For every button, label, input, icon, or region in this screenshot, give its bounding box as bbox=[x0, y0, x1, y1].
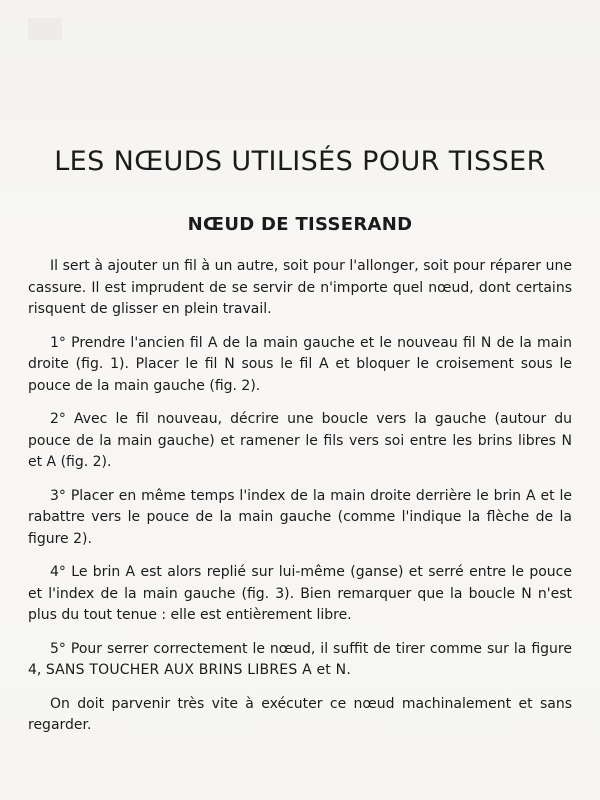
paragraph-step-5-caps: SANS TOUCHER AUX BRINS LIBRES A et N. bbox=[45, 662, 351, 678]
paragraph-step-3: 3° Placer en même temps l'index de la main droite derrière le brin A et le rabattre vers le pouce de la main gauche (comme l'indique la flèche de la figure 2). bbox=[28, 487, 572, 547]
paragraph-step-5 bbox=[28, 639, 572, 682]
page-corner-mark bbox=[28, 18, 62, 40]
body-text bbox=[28, 256, 572, 749]
paragraph-step-5-text: 5° Pour serrer correctement le nœud, il suffit de tirer comme sur la figure 4, bbox=[28, 640, 572, 678]
section-subtitle: NŒUD DE TISSERAND bbox=[187, 214, 413, 235]
paragraph-conclusion: On doit parvenir très vite à exécuter ce nœud machinalement et sans regarder. bbox=[28, 695, 572, 733]
paragraph-intro: Il sert à ajouter un fil à un autre, soit pour l'allonger, soit pour réparer une cassure. Il est imprudent de se servir de n'importe quel nœud, dont certains risquent de glisser en plein travail. bbox=[28, 258, 572, 317]
page-title: LES NŒUDS UTILISÉS POUR TISSER bbox=[54, 146, 546, 177]
paragraph-step-2: 2° Avec le fil nouveau, décrire une boucle vers la gauche (autour du pouce de la main gauche) et ramener le fils vers soi entre les brins libres N et A (fig. 2). bbox=[28, 411, 572, 470]
paragraph-step-4: 4° Le brin A est alors replié sur lui-même (ganse) et serré entre le pouce et l'index de la main gauche (fig. 3). Bien remarquer que la boucle N n'est plus du tout tenue : elle est entièrement libre. bbox=[28, 564, 572, 623]
paragraph-step-1: 1° Prendre l'ancien fil A de la main gauche et le nouveau fil N de la main droite (fig. 1). Placer le fil N sous le fil A et bloquer le croisement sous le pouce de la main gauche (fig. 2). bbox=[28, 334, 572, 394]
